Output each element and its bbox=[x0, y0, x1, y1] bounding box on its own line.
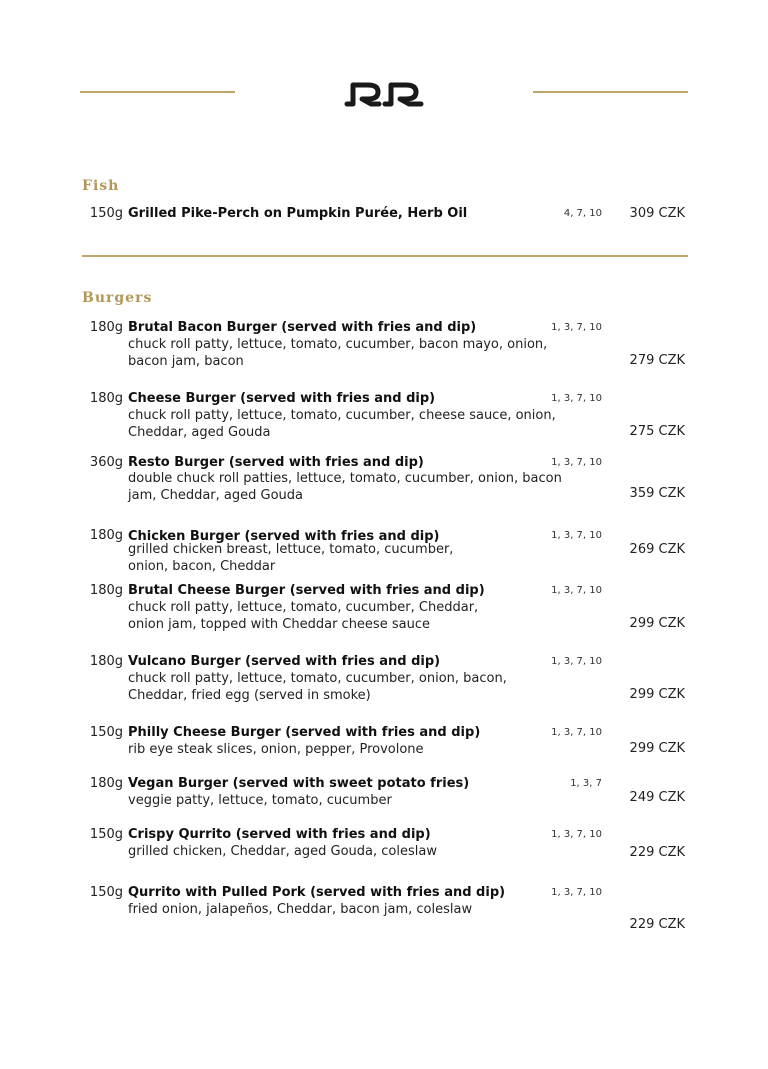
item-weight: 180g bbox=[89, 391, 123, 406]
item-description: grilled chicken breast, lettuce, tomato, cucumber, onion, bacon, Cheddar bbox=[128, 542, 454, 574]
item-allergens: 1, 3, 7, 10 bbox=[551, 393, 602, 404]
item-weight: 180g bbox=[89, 528, 123, 543]
item-price: 309 CZK bbox=[629, 206, 685, 221]
item-price: 299 CZK bbox=[629, 687, 685, 702]
section-divider bbox=[82, 255, 688, 257]
item-allergens: 1, 3, 7, 10 bbox=[551, 530, 602, 541]
item-weight: 180g bbox=[89, 320, 123, 335]
item-description: chuck roll patty, lettuce, tomato, cucumber, cheese sauce, onion, Cheddar, aged Gouda bbox=[128, 408, 556, 440]
item-name: Resto Burger (served with fries and dip) bbox=[128, 455, 424, 470]
item-price: 249 CZK bbox=[629, 790, 685, 805]
item-name: Chicken Burger (served with fries and dip) bbox=[128, 529, 440, 544]
item-name: Philly Cheese Burger (served with fries and dip) bbox=[128, 725, 481, 740]
header-rule-right bbox=[533, 91, 688, 93]
item-allergens: 1, 3, 7 bbox=[570, 778, 602, 789]
item-weight: 150g bbox=[89, 885, 123, 900]
item-name: Vulcano Burger (served with fries and dip) bbox=[128, 654, 441, 669]
item-price: 269 CZK bbox=[629, 542, 685, 557]
item-allergens: 1, 3, 7, 10 bbox=[551, 656, 602, 667]
item-name: Cheese Burger (served with fries and dip) bbox=[128, 391, 436, 406]
item-price: 275 CZK bbox=[629, 424, 685, 439]
item-description: chuck roll patty, lettuce, tomato, cucumber, Cheddar, onion jam, topped with Cheddar cheese sauce bbox=[128, 600, 479, 632]
item-allergens: 1, 3, 7, 10 bbox=[551, 887, 602, 898]
item-allergens: 4, 7, 10 bbox=[563, 208, 602, 219]
item-allergens: 1, 3, 7, 10 bbox=[551, 585, 602, 596]
item-description: fried onion, jalapeños, Cheddar, bacon jam, coleslaw bbox=[128, 902, 473, 917]
rr-monogram-icon bbox=[343, 80, 425, 108]
item-weight: 180g bbox=[89, 776, 123, 791]
header-rule-left bbox=[80, 91, 235, 93]
item-price: 279 CZK bbox=[629, 353, 685, 368]
item-description: double chuck roll patties, lettuce, tomato, cucumber, onion, bacon jam, Cheddar, aged Gouda bbox=[128, 471, 562, 503]
item-price: 229 CZK bbox=[629, 845, 685, 860]
section-title-fish: Fish bbox=[82, 178, 120, 194]
item-description: chuck roll patty, lettuce, tomato, cucumber, bacon mayo, onion, bacon jam, bacon bbox=[128, 337, 548, 369]
item-weight: 180g bbox=[89, 583, 123, 598]
item-name: Qurrito with Pulled Pork (served with fries and dip) bbox=[128, 885, 506, 900]
item-name: Brutal Bacon Burger (served with fries and dip) bbox=[128, 320, 477, 335]
item-weight: 360g bbox=[89, 455, 123, 470]
item-description: rib eye steak slices, onion, pepper, Provolone bbox=[128, 742, 424, 757]
item-name: Vegan Burger (served with sweet potato fries) bbox=[128, 776, 470, 791]
rr-monogram-logo bbox=[343, 80, 425, 108]
item-weight: 150g bbox=[89, 206, 123, 221]
item-description: grilled chicken, Cheddar, aged Gouda, coleslaw bbox=[128, 844, 437, 859]
item-allergens: 1, 3, 7, 10 bbox=[551, 457, 602, 468]
item-name: Brutal Cheese Burger (served with fries and dip) bbox=[128, 583, 485, 598]
item-weight: 150g bbox=[89, 725, 123, 740]
section-title-burgers: Burgers bbox=[82, 290, 153, 306]
item-price: 299 CZK bbox=[629, 741, 685, 756]
item-price: 359 CZK bbox=[629, 486, 685, 501]
item-price: 229 CZK bbox=[629, 917, 685, 932]
item-allergens: 1, 3, 7, 10 bbox=[551, 322, 602, 333]
item-description: veggie patty, lettuce, tomato, cucumber bbox=[128, 793, 392, 808]
item-name: Grilled Pike-Perch on Pumpkin Purée, Herb Oil bbox=[128, 206, 468, 221]
item-allergens: 1, 3, 7, 10 bbox=[551, 829, 602, 840]
item-allergens: 1, 3, 7, 10 bbox=[551, 727, 602, 738]
item-price: 299 CZK bbox=[629, 616, 685, 631]
item-description: chuck roll patty, lettuce, tomato, cucumber, onion, bacon, Cheddar, fried egg (served in smoke) bbox=[128, 671, 507, 703]
item-weight: 150g bbox=[89, 827, 123, 842]
item-name: Crispy Qurrito (served with fries and dip) bbox=[128, 827, 431, 842]
item-weight: 180g bbox=[89, 654, 123, 669]
